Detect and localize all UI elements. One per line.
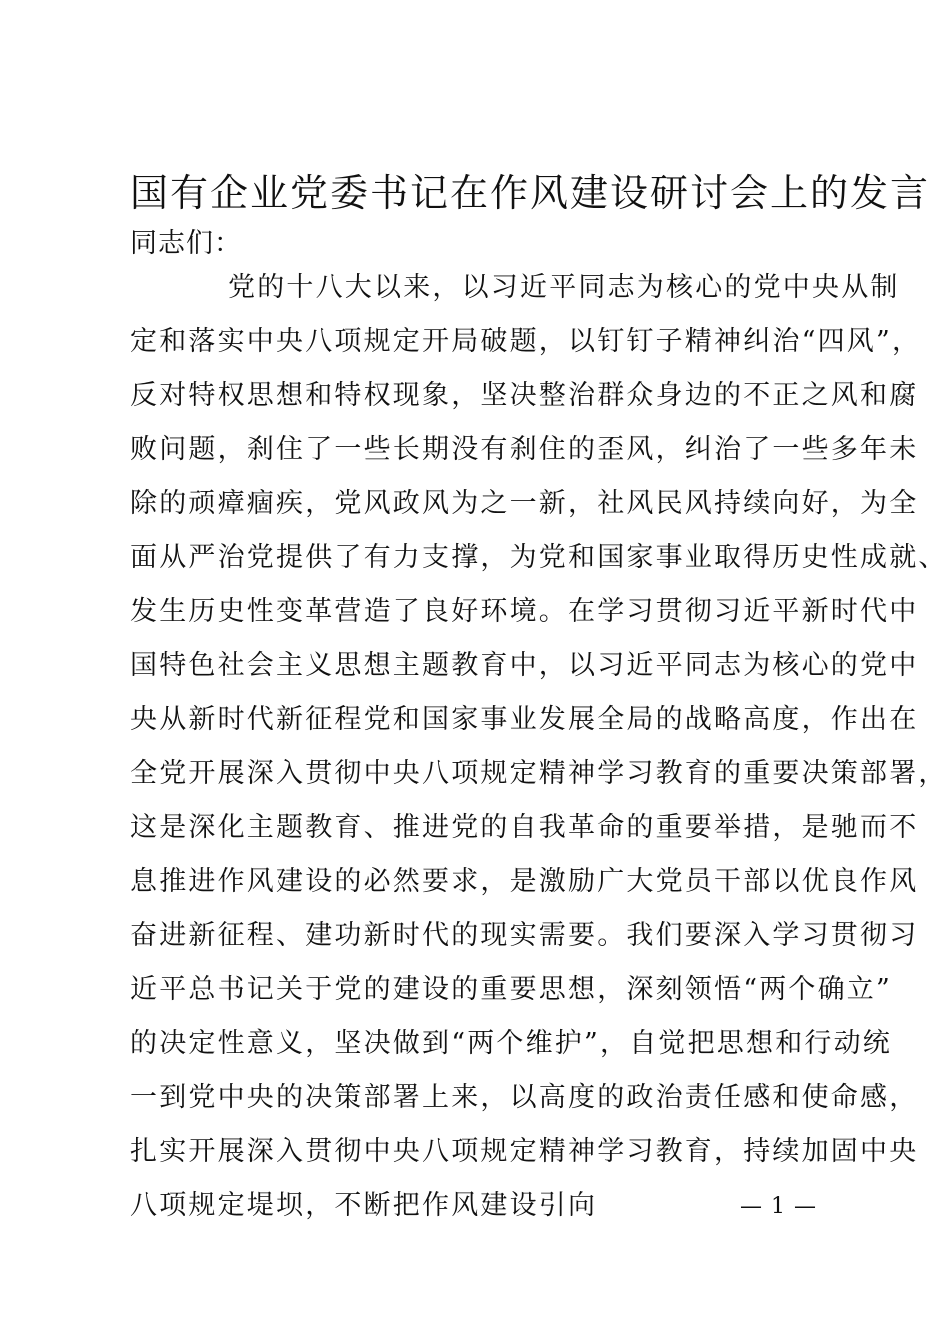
body-line: 的决定性意义，坚决做到“两个维护”，自觉把思想和行动统	[130, 1028, 893, 1059]
body-line: 除的顽瘴痼疾，党风政风为之一新，社风民风持续向好，为全	[130, 488, 919, 519]
body-line: 奋进新征程、建功新时代的现实需要。我们要深入学习贯彻习	[130, 920, 919, 951]
body-line: 党的十八大以来，以习近平同志为核心的党中央从制	[228, 272, 900, 303]
document-title: 国有企业党委书记在作风建设研讨会上的发言	[130, 171, 931, 215]
body-line: 息推进作风建设的必然要求，是激励广大党员干部以优良作风	[130, 866, 919, 897]
body-line: 八项规定堤坝，不断把作风建设引向	[130, 1190, 598, 1221]
body-line: 全党开展深入贯彻中央八项规定精神学习教育的重要决策部署，	[130, 758, 948, 789]
body-line: 定和落实中央八项规定开局破题，以钉钉子精神纠治“四风”，	[130, 326, 922, 357]
body-text	[130, 266, 948, 1238]
body-line: 央从新时代新征程党和国家事业发展全局的战略高度，作出在	[130, 704, 919, 735]
body-line: 国特色社会主义思想主题教育中，以习近平同志为核心的党中	[130, 650, 919, 681]
body-line: 近平总书记关于党的建设的重要思想，深刻领悟“两个确立”	[130, 974, 893, 1005]
body-line: 发生历史性变革营造了良好环境。在学习贯彻习近平新时代中	[130, 596, 919, 627]
body-line: 面从严治党提供了有力支撑，为党和国家事业取得历史性成就、	[130, 542, 948, 573]
body-line: 一到党中央的决策部署上来，以高度的政治责任感和使命感，	[130, 1082, 919, 1113]
salutation: 同志们：	[130, 228, 242, 259]
page-number: — 1 —	[740, 1194, 817, 1219]
body-line: 反对特权思想和特权现象，坚决整治群众身边的不正之风和腐	[130, 380, 919, 411]
body-line: 这是深化主题教育、推进党的自我革命的重要举措，是驰而不	[130, 812, 919, 843]
body-line: 扎实开展深入贯彻中央八项规定精神学习教育，持续加固中央	[130, 1136, 919, 1167]
body-line: 败问题，刹住了一些长期没有刹住的歪风，纠治了一些多年未	[130, 434, 919, 465]
